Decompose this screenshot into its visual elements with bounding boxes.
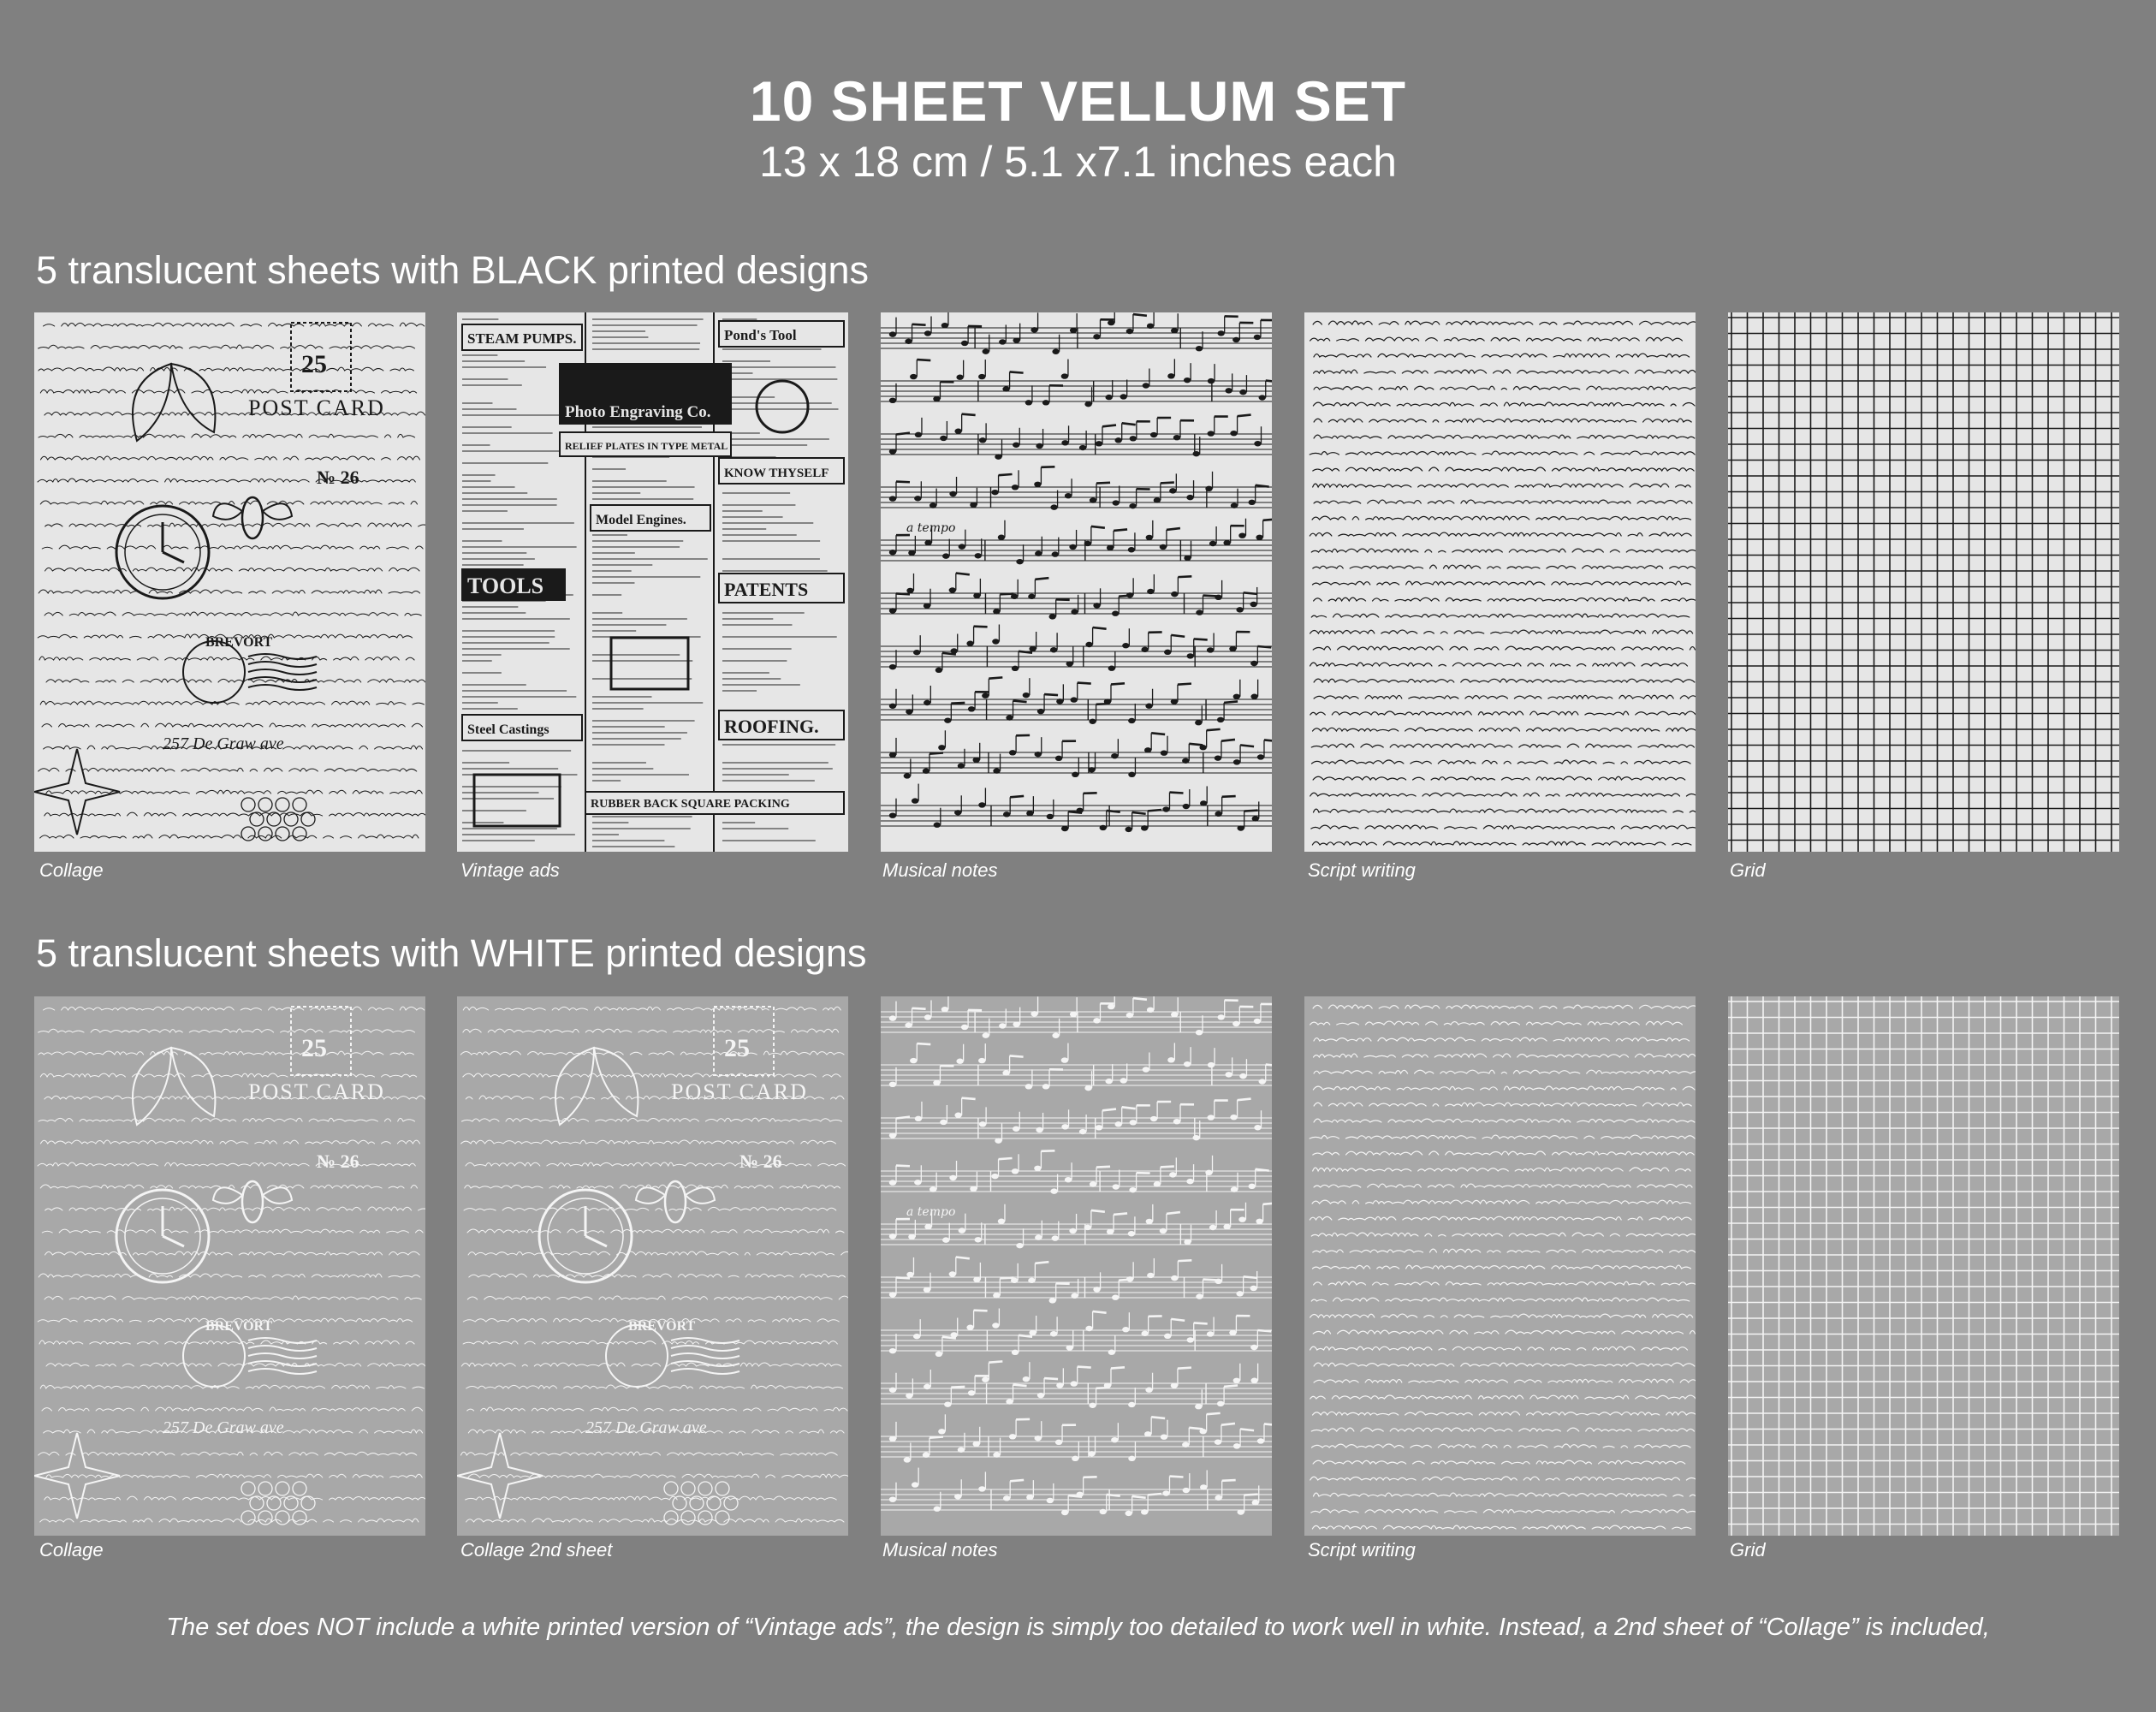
know-thyself-text: KNOW THYSELF	[724, 467, 829, 480]
caption-black-grid: Grid	[1730, 859, 1766, 881]
caption-black-script-writing: Script writing	[1308, 859, 1416, 881]
post-card-text: POST CARD	[671, 1079, 808, 1104]
footnote: The set does NOT include a white printed version of “Vintage ads”, the design is simply too detailed to work well in white. Instead, a 2nd sheet of “Collage” is included,	[166, 1614, 1990, 1641]
script-writing-pattern	[1304, 996, 1696, 1536]
steam-pumps-text: STEAM PUMPS.	[467, 330, 577, 347]
sheet-black-collage	[34, 312, 425, 852]
collage-pattern	[34, 996, 425, 1536]
a-tempo-marking: a tempo	[906, 1205, 956, 1219]
number-text: № 26	[317, 467, 359, 488]
stamp-value: 25	[301, 1034, 327, 1062]
brevort-text: BREVORT	[205, 635, 273, 650]
address-text: 257 De Graw ave	[163, 734, 284, 753]
sheet-black-script-writing	[1304, 312, 1696, 852]
number-text: № 26	[739, 1150, 782, 1172]
ponds-tool-text: Pond's Tool	[724, 327, 797, 343]
stamp-value: 25	[301, 350, 327, 378]
sheet-black-vintage-ads	[457, 312, 848, 852]
sheet-white-musical-notes	[881, 996, 1272, 1536]
collage-pattern	[457, 996, 848, 1536]
number-text: № 26	[317, 1150, 359, 1172]
sheet-white-collage	[34, 996, 425, 1536]
sheet-black-musical-notes	[881, 312, 1272, 852]
roofing-text: ROOFING.	[724, 716, 819, 737]
brevort-text: BREVORT	[628, 1319, 696, 1334]
photo-engraving-text: Photo Engraving Co.	[565, 403, 711, 421]
white-section-heading: 5 translucent sheets with WHITE printed designs	[36, 931, 867, 975]
collage-pattern	[34, 312, 425, 852]
relief-plates-text: RELIEF PLATES IN TYPE METAL	[565, 440, 728, 452]
address-text: 257 De Graw ave	[585, 1418, 707, 1437]
sheet-black-grid	[1728, 312, 2119, 852]
caption-black-vintage-ads: Vintage ads	[460, 859, 560, 881]
caption-white-collage-2nd: Collage 2nd sheet	[460, 1539, 613, 1560]
caption-black-collage: Collage	[39, 859, 104, 881]
patents-text: PATENTS	[724, 579, 809, 600]
stamp-value: 25	[724, 1034, 750, 1062]
musical-notes-pattern	[881, 312, 1272, 852]
caption-white-script-writing: Script writing	[1308, 1539, 1416, 1560]
script-writing-pattern	[1304, 312, 1696, 852]
brevort-text: BREVORT	[205, 1319, 273, 1334]
post-card-text: POST CARD	[248, 1079, 385, 1104]
page-title: 10 SHEET VELLUM SET	[749, 69, 1407, 133]
a-tempo-marking: a tempo	[906, 521, 956, 535]
sheet-white-script-writing	[1304, 996, 1696, 1536]
grid-pattern	[1728, 312, 2119, 852]
caption-white-grid: Grid	[1730, 1539, 1766, 1560]
caption-white-musical-notes: Musical notes	[882, 1539, 998, 1560]
page-subtitle: 13 x 18 cm / 5.1 x7.1 inches each	[759, 138, 1397, 186]
model-engines-text: Model Engines.	[596, 513, 686, 527]
black-section-heading: 5 translucent sheets with BLACK printed designs	[36, 248, 870, 292]
sheet-white-collage-2nd	[457, 996, 848, 1536]
sheet-white-grid	[1728, 996, 2119, 1536]
grid-pattern	[1728, 996, 2119, 1536]
post-card-text: POST CARD	[248, 395, 385, 420]
vintage-ads-pattern	[457, 312, 848, 852]
musical-notes-pattern	[881, 996, 1272, 1536]
rubber-back-text: RUBBER BACK SQUARE PACKING	[591, 798, 790, 811]
steel-castings-text: Steel Castings	[467, 722, 549, 737]
address-text: 257 De Graw ave	[163, 1418, 284, 1437]
caption-white-collage: Collage	[39, 1539, 104, 1560]
caption-black-musical-notes: Musical notes	[882, 859, 998, 881]
tools-text: TOOLS	[467, 574, 544, 598]
